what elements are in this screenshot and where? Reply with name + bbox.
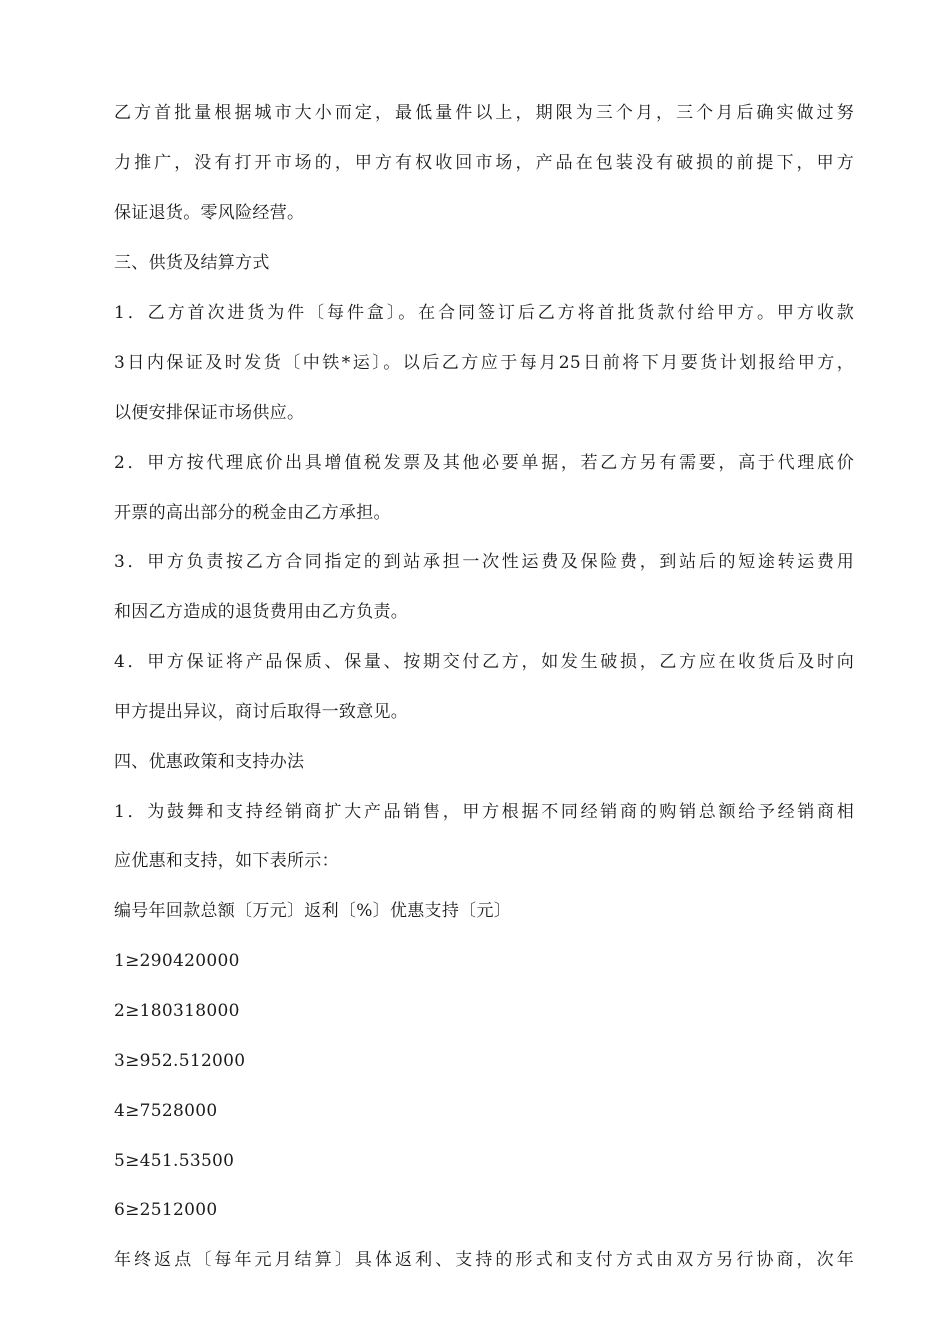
paragraph-line: 应优惠和支持，如下表所示： [114, 851, 339, 871]
paragraph-line: 3．甲方负责按乙方合同指定的到站承担一次性运费及保险费，到站后的短途转运费用 [114, 552, 854, 572]
section-heading: 四、优惠政策和支持办法 [114, 752, 305, 772]
table-row-line: 5≥451.53500 [114, 1151, 235, 1171]
table-row-line: 3≥952.512000 [114, 1051, 246, 1071]
table-header-line: 编号年回款总额〔万元〕返利〔%〕优惠支持〔元〕 [114, 901, 512, 921]
paragraph-line: 力推广，没有打开市场的，甲方有权收回市场，产品在包装没有破损的前提下，甲方 [114, 153, 854, 173]
paragraph-line: 保证退货。零风险经营。 [114, 203, 305, 223]
paragraph-line: 2．甲方按代理底价出具增值税发票及其他必要单据，若乙方另有需要，高于代理底价 [114, 453, 854, 473]
paragraph-line: 乙方首批量根据城市大小而定，最低量件以上，期限为三个月，三个月后确实做过努 [114, 103, 854, 123]
paragraph-line: 开票的高出部分的税金由乙方承担。 [114, 503, 391, 523]
paragraph-line: 甲方提出异议，商讨后取得一致意见。 [114, 702, 409, 722]
paragraph-line: 4．甲方保证将产品保质、保量、按期交付乙方，如发生破损，乙方应在收货后及时向 [114, 652, 854, 672]
paragraph-line: 和因乙方造成的退货费用由乙方负责。 [114, 602, 409, 622]
table-row-line: 2≥180318000 [114, 1001, 240, 1021]
table-row-line: 6≥2512000 [114, 1200, 218, 1220]
paragraph-line: 年终返点〔每年元月结算〕具体返利、支持的形式和支付方式由双方另行协商，次年 [114, 1250, 854, 1270]
paragraph-line: 3日内保证及时发货〔中铁*运〕。以后乙方应于每月25日前将下月要货计划报给甲方， [114, 353, 854, 373]
table-row-line: 1≥290420000 [114, 951, 240, 971]
paragraph-line: 以便安排保证市场供应。 [114, 403, 305, 423]
paragraph-line: 1．为鼓舞和支持经销商扩大产品销售，甲方根据不同经销商的购销总额给予经销商相 [114, 802, 854, 822]
paragraph-line: 1．乙方首次进货为件〔每件盒〕。在合同签订后乙方将首批货款付给甲方。甲方收款 [114, 303, 854, 323]
section-heading: 三、供货及结算方式 [114, 253, 270, 273]
table-row-line: 4≥7528000 [114, 1101, 218, 1121]
